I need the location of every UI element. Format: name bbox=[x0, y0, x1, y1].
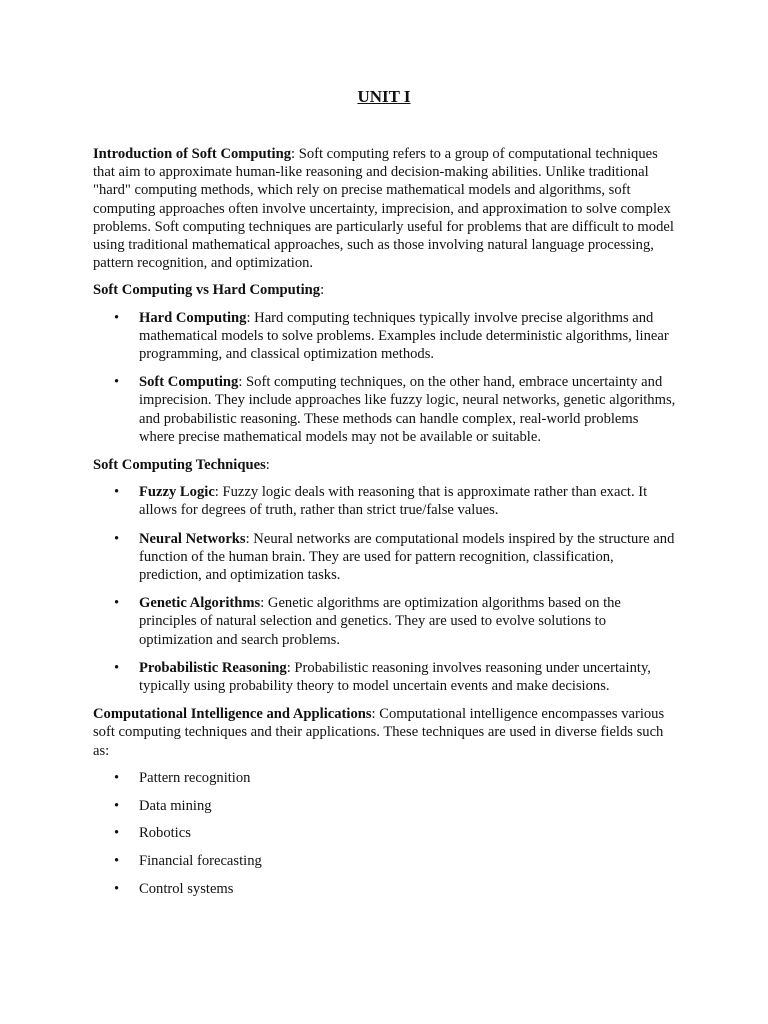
techniques-heading-paragraph bbox=[93, 456, 677, 474]
desc-soft-computing: : Soft computing techniques, on the other hand, embrace uncertainty and imprecision. They include approaches like fuzzy logic, neural networks, genetic algorithms, and probabilistic reasoning. These methods can handle complex, real-world problems where precise mathematical models may not be available or suitable. bbox=[139, 374, 676, 445]
ci-heading: Computational Intelligence and Applications bbox=[93, 706, 372, 723]
desc-fuzzy-logic: : Fuzzy logic deals with reasoning that is approximate rather than exact. It allows for degrees of truth, rather than strict true/false values. bbox=[139, 484, 648, 519]
term-probabilistic-reasoning: Probabilistic Reasoning bbox=[139, 659, 287, 676]
vs-section-heading-paragraph bbox=[93, 281, 677, 299]
list-item-probabilistic-reasoning bbox=[139, 659, 677, 695]
list-item: • Financial forecasting bbox=[139, 852, 677, 870]
term-neural-networks: Neural Networks bbox=[139, 530, 246, 547]
intro-paragraph bbox=[93, 145, 677, 272]
list-item-genetic-algorithms bbox=[139, 594, 677, 649]
list-item-soft-computing bbox=[139, 373, 677, 446]
list-item: • Robotics bbox=[139, 824, 677, 842]
techniques-list bbox=[93, 483, 677, 695]
list-item-fuzzy-logic bbox=[139, 483, 677, 519]
list-item-neural-networks bbox=[139, 530, 677, 585]
vs-list bbox=[93, 309, 677, 446]
desc-hard-computing: : Hard computing techniques typically involve precise algorithms and mathematical models to solve problems. Examples include deterministic algorithms, linear programming, and classical optimization methods. bbox=[139, 309, 669, 363]
document-body bbox=[93, 145, 677, 908]
unit-title: UNIT I bbox=[357, 87, 411, 106]
vs-section-heading: Soft Computing vs Hard Computing bbox=[93, 282, 321, 299]
list-item: • Data mining bbox=[139, 797, 677, 815]
list-item: • Pattern recognition bbox=[139, 769, 677, 787]
desc-genetic-algorithms: : Genetic algorithms are optimization algorithms based on the principles of natural selection and genetics. They are used to evolve solutions to optimization and search problems. bbox=[139, 595, 621, 648]
techniques-colon: : bbox=[265, 457, 270, 474]
desc-probabilistic-reasoning: : Probabilistic reasoning involves reasoning under uncertainty, typically using probability theory to model uncertain events and make decisions. bbox=[139, 659, 651, 695]
term-soft-computing: Soft Computing bbox=[139, 374, 239, 391]
term-hard-computing: Hard Computing bbox=[139, 309, 247, 326]
term-genetic-algorithms: Genetic Algorithms bbox=[139, 595, 261, 612]
list-item: • Control systems bbox=[139, 880, 677, 898]
applications-list bbox=[93, 769, 677, 898]
intro-heading: Introduction of Soft Computing bbox=[93, 146, 291, 162]
term-fuzzy-logic: Fuzzy Logic bbox=[139, 484, 215, 501]
ci-text: : Computational intelligence encompasses various soft computing techniques and their applications. These techniques are used in diverse fields such as: bbox=[93, 706, 665, 759]
list-item-hard-computing bbox=[139, 309, 677, 364]
ci-paragraph bbox=[93, 705, 677, 760]
desc-neural-networks: : Neural networks are computational models inspired by the structure and function of the human brain. They are used for pattern recognition, classification, prediction, and optimization tasks. bbox=[139, 530, 675, 584]
intro-text: : Soft computing refers to a group of computational techniques that aim to approximate human-like reasoning and decision-making abilities. Unlike traditional "hard" computing methods, which rely on precise mathematical models and algorithms, soft computing approaches often involve uncertainty, imprecision, and approximation to solve complex problems. Soft computing techniques are particularly useful for problems that are difficult to model using traditional mathematical approaches, such as those involving natural language processing, pattern recognition, and optimization. bbox=[93, 146, 674, 272]
vs-section-colon: : bbox=[320, 282, 325, 299]
techniques-heading: Soft Computing Techniques bbox=[93, 457, 266, 474]
